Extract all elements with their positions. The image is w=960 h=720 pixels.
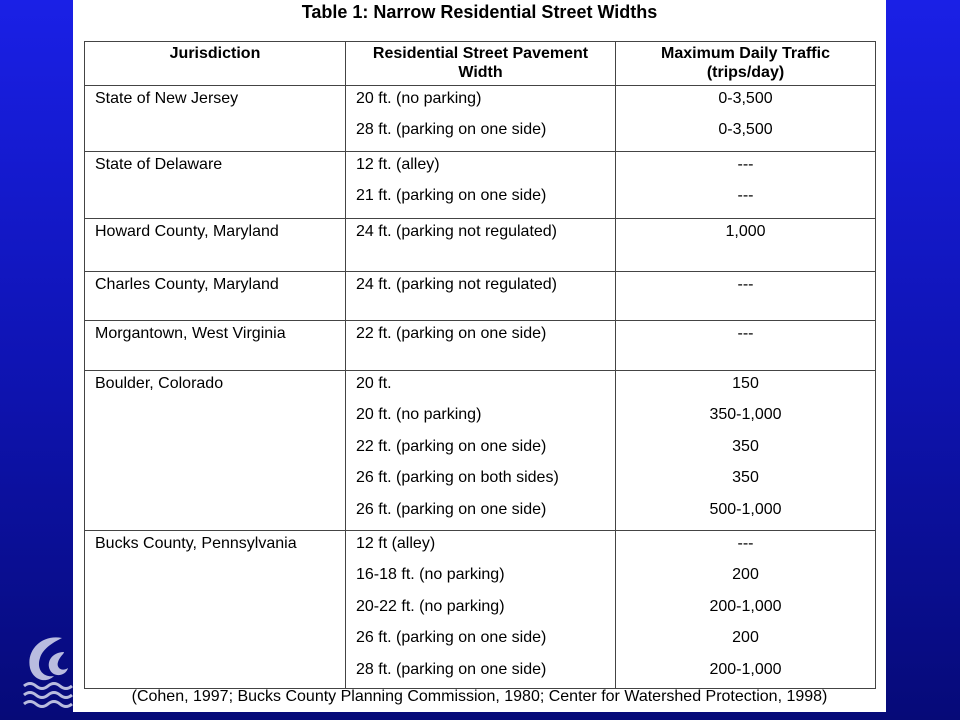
pavement-width-value: 21 ft. (parking on one side) [356, 187, 547, 205]
pavement-width-cell [346, 531, 616, 689]
pavement-width-cell [346, 321, 616, 371]
header-pavement-width [346, 42, 616, 86]
max-daily-traffic-value: --- [737, 156, 754, 173]
max-daily-traffic-value: 1,000 [725, 223, 766, 240]
jurisdiction-name: Morgantown, West Virginia [95, 325, 286, 342]
max-daily-traffic-value: 350-1,000 [709, 406, 782, 424]
slide-content-panel [73, 0, 886, 712]
pavement-width-value: 20 ft. (no parking) [356, 90, 482, 107]
table-row [85, 272, 876, 321]
pavement-width-cell [346, 219, 616, 272]
table-title: Table 1: Narrow Residential Street Widths [301, 2, 658, 22]
pavement-width-cell [346, 272, 616, 321]
jurisdiction-name: Bucks County, Pennsylvania [95, 535, 297, 552]
jurisdiction-name: State of Delaware [95, 156, 223, 173]
max-daily-traffic-value: --- [737, 187, 754, 205]
pavement-width-value: 20 ft. (no parking) [356, 406, 482, 424]
header-max-daily-traffic [616, 42, 876, 86]
max-daily-traffic-value: --- [737, 325, 754, 342]
max-daily-traffic-cell [616, 531, 876, 689]
max-daily-traffic-value: 150 [732, 375, 759, 392]
pavement-width-value: 26 ft. (parking on one side) [356, 629, 547, 647]
header-max-daily-traffic-line1: Maximum Daily Traffic [661, 45, 830, 62]
pavement-width-value: 28 ft. (parking on one side) [356, 121, 547, 139]
jurisdiction-cell [85, 152, 346, 219]
max-daily-traffic-value: --- [737, 276, 754, 293]
header-max-daily-traffic-line2: (trips/day) [706, 64, 785, 81]
jurisdiction-cell [85, 219, 346, 272]
max-daily-traffic-value: 200 [732, 629, 759, 647]
pavement-width-value: 24 ft. (parking not regulated) [356, 276, 558, 293]
pavement-width-value: 26 ft. (parking on one side) [356, 500, 547, 518]
max-daily-traffic-value: 200-1,000 [709, 597, 782, 615]
pavement-width-value: 20 ft. [356, 375, 392, 392]
pavement-width-value: 28 ft. (parking on one side) [356, 660, 547, 678]
table-row [85, 531, 876, 689]
max-daily-traffic-value: 500-1,000 [709, 500, 782, 518]
max-daily-traffic-value: 200-1,000 [709, 660, 782, 678]
street-widths-table [84, 41, 876, 689]
max-daily-traffic-cell [616, 152, 876, 219]
max-daily-traffic-value: 350 [732, 437, 759, 455]
table-row [85, 321, 876, 371]
pavement-width-value: 12 ft (alley) [356, 535, 436, 552]
max-daily-traffic-cell [616, 321, 876, 371]
pavement-width-value: 20-22 ft. (no parking) [356, 597, 505, 615]
max-daily-traffic-value: 0-3,500 [718, 121, 773, 139]
jurisdiction-name: Boulder, Colorado [95, 375, 224, 392]
jurisdiction-cell [85, 86, 346, 152]
table-row [85, 371, 876, 531]
jurisdiction-name: Howard County, Maryland [95, 223, 279, 240]
pavement-width-cell [346, 86, 616, 152]
table-body [85, 86, 876, 689]
max-daily-traffic-cell [616, 219, 876, 272]
pavement-width-value: 22 ft. (parking on one side) [356, 437, 547, 455]
header-row [85, 42, 876, 86]
max-daily-traffic-value: 0-3,500 [718, 90, 773, 107]
jurisdiction-cell [85, 321, 346, 371]
header-jurisdiction-label: Jurisdiction [169, 45, 261, 62]
pavement-width-cell [346, 152, 616, 219]
pavement-width-cell [346, 371, 616, 531]
jurisdiction-name: State of New Jersey [95, 90, 239, 107]
header-jurisdiction [85, 42, 346, 86]
jurisdiction-cell [85, 272, 346, 321]
jurisdiction-name: Charles County, Maryland [95, 276, 279, 293]
table-row [85, 86, 876, 152]
max-daily-traffic-cell [616, 272, 876, 321]
pavement-width-value: 26 ft. (parking on both sides) [356, 469, 559, 487]
pavement-width-value: 22 ft. (parking on one side) [356, 325, 547, 342]
header-pavement-width-line1: Residential Street Pavement [372, 45, 589, 62]
source-citation: (Cohen, 1997; Bucks County Planning Commission, 1980; Center for Watershed Protection, 1998) [131, 688, 828, 705]
jurisdiction-cell [85, 371, 346, 531]
table-row [85, 152, 876, 219]
pavement-width-value: 12 ft. (alley) [356, 156, 440, 173]
max-daily-traffic-cell [616, 86, 876, 152]
pavement-width-value: 24 ft. (parking not regulated) [356, 223, 558, 240]
header-pavement-width-line2: Width [458, 64, 503, 81]
max-daily-traffic-value: --- [737, 535, 754, 552]
table-row [85, 219, 876, 272]
max-daily-traffic-cell [616, 371, 876, 531]
max-daily-traffic-value: 350 [732, 469, 759, 487]
jurisdiction-cell [85, 531, 346, 689]
max-daily-traffic-value: 200 [732, 566, 759, 584]
pavement-width-value: 16-18 ft. (no parking) [356, 566, 505, 584]
